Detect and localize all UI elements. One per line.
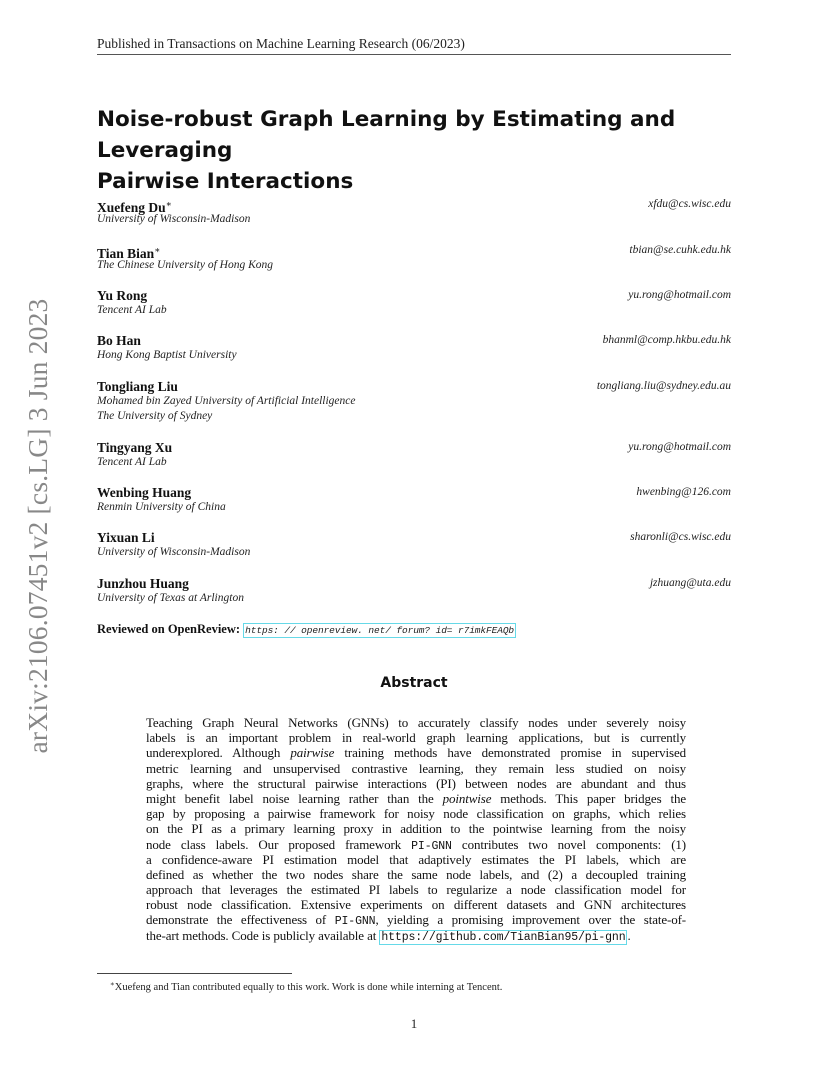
abstract-line: robust node classification. Extensive experiments on different datasets and GNN architectures	[146, 897, 686, 913]
equal-contribution-mark: ∗	[154, 245, 161, 255]
abstract-line: defined as whether the two nodes share the same node labels, and (2) a decoupled training	[146, 866, 686, 882]
author-affiliation: Tencent AI Lab	[97, 456, 167, 468]
author-affiliation: The Chinese University of Hong Kong	[97, 259, 273, 271]
author-email: jzhuang@uta.edu	[649, 577, 731, 589]
abstract-line: the-art methods. Code is publicly available at https://github.com/TianBian95/pi-gnn .	[146, 927, 631, 944]
github-link[interactable]: https://github.com/TianBian95/pi-gnn	[381, 930, 626, 944]
author-name: Tian Bian∗	[97, 245, 161, 261]
author-name: Xuefeng Du∗	[97, 199, 172, 215]
abstract-line: node class labels. Our proposed framework PI-GNN contributes two novel components: (1)	[146, 836, 686, 853]
author-block	[97, 243, 731, 273]
footnote-rule	[97, 973, 292, 974]
author-affiliation: Tencent AI Lab	[97, 304, 167, 316]
abstract-line: might benefit label noise learning rather than the pointwise methods. This paper bridges the	[146, 790, 686, 806]
openreview-link[interactable]: https: // openreview. net/ forum? id= r7imkFEAQb	[245, 625, 515, 636]
author-name: Yixuan Li	[97, 530, 155, 545]
author-block	[97, 530, 731, 560]
abstract-line: Teaching Graph Neural Networks (GNNs) to accurately classify nodes under severely noisy	[146, 715, 686, 730]
abstract-body	[146, 715, 686, 943]
author-affiliation: University of Wisconsin-Madison	[97, 546, 251, 558]
abstract-heading: Abstract	[380, 675, 448, 691]
author-name: Junzhou Huang	[97, 576, 189, 591]
author-name: Tingyang Xu	[97, 440, 173, 455]
abstract-line: approach that leverages the estimated PI labels to regularize a node classification model for	[146, 882, 686, 898]
author-email: yu.rong@hotmail.com	[628, 289, 731, 301]
abstract-line: gap by proposing a pairwise framework for noisy node classification on graphs, which relies	[146, 806, 686, 822]
author-name: Tongliang Liu	[97, 379, 178, 394]
author-name: Wenbing Huang	[97, 485, 192, 500]
running-head: Published in Transactions on Machine Learning Research (06/2023)	[97, 36, 465, 51]
author-block	[97, 576, 731, 606]
footnote	[110, 977, 502, 995]
author-email: bhanml@comp.hkbu.edu.hk	[602, 334, 731, 346]
abstract-line: demonstrate the effectiveness of PI-GNN, yielding a promising improvement over the state-of-	[146, 912, 686, 929]
author-affiliation: The University of Sydney	[97, 410, 213, 422]
author-affiliation: University of Texas at Arlington	[97, 592, 244, 604]
abstract-line: on the PI as a primary learning proxy in addition to the pointwise learning from the noisy	[146, 821, 686, 837]
method-name-code: PI-GNN	[334, 915, 376, 929]
footnote-mark: ∗	[110, 980, 115, 988]
author-block	[97, 333, 731, 363]
author-email: sharonli@cs.wisc.edu	[630, 531, 731, 543]
author-affiliation: Renmin University of China	[97, 501, 226, 513]
paper-title	[97, 104, 737, 197]
author-email: hwenbing@126.com	[636, 486, 731, 498]
author-block	[97, 440, 731, 470]
author-email: yu.rong@hotmail.com	[628, 441, 731, 453]
author-block	[97, 288, 731, 318]
abstract-line: underexplored. Although pairwise training methods have demonstrated promise in supervised	[146, 745, 686, 761]
emphasis-pointwise: pointwise	[442, 790, 492, 806]
abstract-line: metric learning and unsupervised contrastive learning, they remain less studied on noisy	[146, 760, 686, 776]
title-line-2: Pairwise Interactions	[97, 169, 354, 194]
abstract-line: labels is an important problem in real-world graph learning applications, but is currently	[146, 730, 686, 746]
openreview-label: Reviewed on OpenReview:	[97, 622, 241, 636]
author-email: tbian@se.cuhk.edu.hk	[629, 244, 731, 256]
abstract-line: graphs, where the structural pairwise interactions (PI) between nodes are abundant and thus	[146, 775, 686, 791]
equal-contribution-mark: ∗	[165, 199, 172, 209]
footnote-text: Xuefeng and Tian contributed equally to this work. Work is done while interning at Tencent.	[114, 982, 503, 993]
title-line-1: Noise-robust Graph Learning by Estimating and Leveraging	[97, 107, 676, 163]
abstract-line: a confidence-aware PI estimation model that adaptively estimates the PI labels, which are	[146, 851, 686, 867]
author-email: xfdu@cs.wisc.edu	[648, 198, 731, 210]
openreview-line	[97, 621, 516, 638]
header-rule	[97, 54, 731, 55]
author-affiliation: Mohamed bin Zayed University of Artificial Intelligence	[97, 395, 356, 407]
author-affiliation: Hong Kong Baptist University	[97, 349, 237, 361]
author-affiliation: University of Wisconsin-Madison	[97, 213, 251, 225]
arxiv-side-stamp: arXiv:2106.07451v2 [cs.LG] 3 Jun 2023	[22, 298, 53, 754]
author-name: Yu Rong	[97, 288, 148, 303]
author-block	[97, 485, 731, 515]
author-block	[97, 379, 731, 424]
author-name: Bo Han	[97, 333, 141, 348]
emphasis-pairwise: pairwise	[290, 745, 335, 761]
page-number: 1	[410, 1016, 418, 1031]
author-block	[97, 197, 731, 227]
method-name-code: PI-GNN	[411, 839, 452, 853]
author-email: tongliang.liu@sydney.edu.au	[596, 380, 731, 392]
